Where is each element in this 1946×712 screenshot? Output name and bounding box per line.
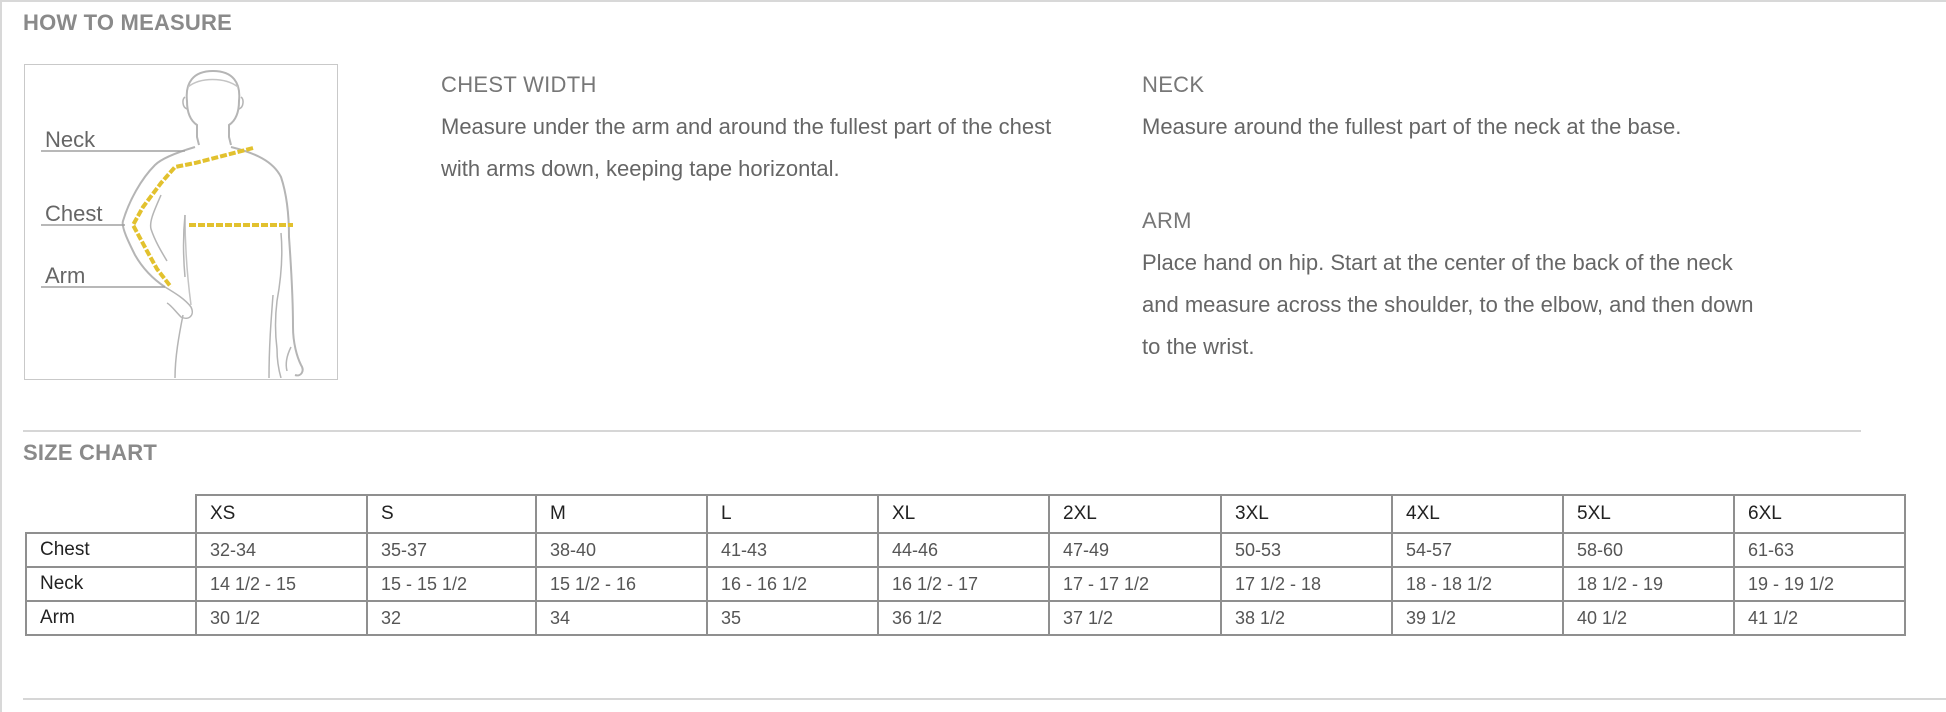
row-label-arm: Arm — [26, 601, 196, 635]
table-cell: 37 1/2 — [1049, 601, 1221, 635]
table-cell: 38-40 — [536, 533, 707, 567]
table-cell: 15 - 15 1/2 — [367, 567, 536, 601]
table-cell: 44-46 — [878, 533, 1049, 567]
table-cell: 61-63 — [1734, 533, 1905, 567]
neck-text — [1142, 106, 1681, 148]
figure-label-arm: Arm — [45, 263, 86, 288]
size-header-cell: 2XL — [1049, 495, 1221, 533]
row-label-chest: Chest — [26, 533, 196, 567]
page-left-border — [0, 0, 2, 712]
section-divider — [23, 430, 1861, 432]
table-cell: 16 1/2 - 17 — [878, 567, 1049, 601]
table-cell: 32 — [367, 601, 536, 635]
table-cell: 40 1/2 — [1563, 601, 1734, 635]
neck-heading: NECK — [1142, 72, 1205, 97]
bottom-divider — [23, 698, 1946, 700]
table-cell: 39 1/2 — [1392, 601, 1563, 635]
measurement-figure — [24, 64, 338, 380]
page-top-border — [2, 0, 1946, 2]
table-row — [26, 533, 1905, 567]
arm-text — [1142, 242, 1754, 368]
table-cell: 58-60 — [1563, 533, 1734, 567]
table-cell: 34 — [536, 601, 707, 635]
size-header-cell: XL — [878, 495, 1049, 533]
table-corner-cell — [26, 495, 196, 533]
table-cell: 14 1/2 - 15 — [196, 567, 367, 601]
table-cell: 47-49 — [1049, 533, 1221, 567]
size-header-cell: 4XL — [1392, 495, 1563, 533]
neck-line: Measure around the fullest part of the neck at the base. — [1142, 114, 1682, 139]
size-chart-table — [25, 494, 1906, 636]
size-header-cell: L — [707, 495, 878, 533]
table-cell: 18 1/2 - 19 — [1563, 567, 1734, 601]
man-figure-illustration — [25, 65, 337, 378]
size-header-cell: 6XL — [1734, 495, 1905, 533]
size-chart-title: SIZE CHART — [23, 440, 157, 465]
table-cell: 32-34 — [196, 533, 367, 567]
arm-line: and measure across the shoulder, to the elbow, and then down — [1142, 292, 1754, 317]
figure-label-chest: Chest — [45, 201, 103, 226]
table-cell: 54-57 — [1392, 533, 1563, 567]
row-label-neck: Neck — [26, 567, 196, 601]
table-cell: 17 - 17 1/2 — [1049, 567, 1221, 601]
chest-width-heading: CHEST WIDTH — [441, 72, 597, 97]
chest-width-line: with arms down, keeping tape horizontal. — [441, 156, 840, 181]
table-row — [26, 601, 1905, 635]
table-cell: 50-53 — [1221, 533, 1392, 567]
arm-heading: ARM — [1142, 208, 1192, 233]
table-cell: 36 1/2 — [878, 601, 1049, 635]
table-cell: 35 — [707, 601, 878, 635]
how-to-measure-title: HOW TO MEASURE — [23, 10, 232, 35]
chest-width-line: Measure under the arm and around the fullest part of the chest — [441, 114, 1052, 139]
chest-width-text — [441, 106, 1051, 190]
table-cell: 30 1/2 — [196, 601, 367, 635]
table-cell: 38 1/2 — [1221, 601, 1392, 635]
table-cell: 15 1/2 - 16 — [536, 567, 707, 601]
table-cell: 19 - 19 1/2 — [1734, 567, 1905, 601]
size-header-cell: XS — [196, 495, 367, 533]
table-cell: 17 1/2 - 18 — [1221, 567, 1392, 601]
table-cell: 41 1/2 — [1734, 601, 1905, 635]
arm-line: to the wrist. — [1142, 334, 1255, 359]
table-cell: 16 - 16 1/2 — [707, 567, 878, 601]
size-header-cell: S — [367, 495, 536, 533]
table-cell: 35-37 — [367, 533, 536, 567]
size-header-cell: 5XL — [1563, 495, 1734, 533]
size-header-cell: 3XL — [1221, 495, 1392, 533]
table-cell: 18 - 18 1/2 — [1392, 567, 1563, 601]
figure-label-neck: Neck — [45, 127, 96, 152]
table-cell: 41-43 — [707, 533, 878, 567]
table-row — [26, 567, 1905, 601]
size-header-cell: M — [536, 495, 707, 533]
arm-line: Place hand on hip. Start at the center of the back of the neck — [1142, 250, 1733, 275]
size-header-row — [26, 495, 1905, 533]
